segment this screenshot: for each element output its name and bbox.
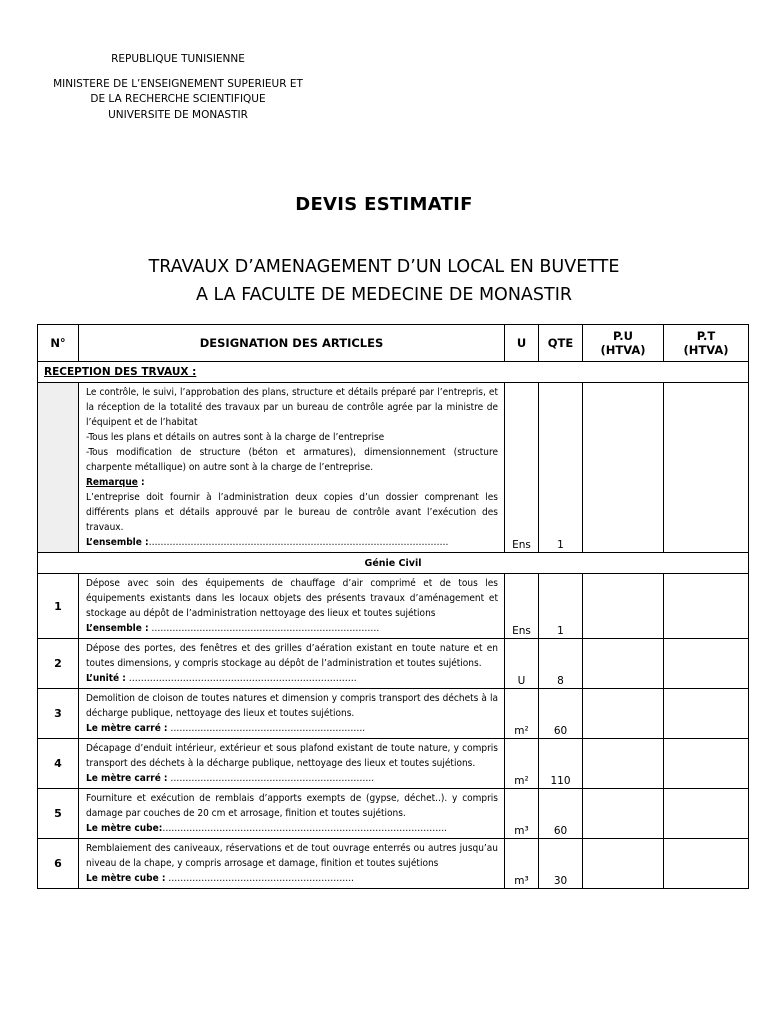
estimate-table bbox=[37, 324, 749, 889]
row-number: 4 bbox=[38, 739, 79, 789]
row-designation: Fourniture et exécution de remblais d’apports exempts de (gypse, déchet..). y compris damage par couches de 20 cm et arrosage, finition et toutes sujétions. Le mètre cube:………………………………………………………………………………….. bbox=[79, 789, 505, 839]
row-total-price bbox=[664, 839, 749, 889]
row-unit: Ens bbox=[505, 383, 539, 553]
row-number-cell bbox=[38, 383, 79, 553]
row-quantity: 8 bbox=[539, 639, 583, 689]
header-total-price: P.T (HTVA) bbox=[664, 325, 749, 362]
row-quantity: 1 bbox=[539, 574, 583, 639]
row-unit: U bbox=[505, 639, 539, 689]
section-reception-label: RECEPTION DES TRVAUX : bbox=[44, 366, 197, 378]
row-unit-price bbox=[583, 789, 664, 839]
header-unit-price: P.U (HTVA) bbox=[583, 325, 664, 362]
ministry-line-2: DE LA RECHERCHE SCIENTIFIQUE bbox=[90, 93, 266, 105]
row-number: 5 bbox=[38, 789, 79, 839]
row-unit-price bbox=[583, 689, 664, 739]
row-quantity: 30 bbox=[539, 839, 583, 889]
header-number: N° bbox=[38, 325, 79, 362]
row-total-price bbox=[664, 789, 749, 839]
row-unit-price bbox=[583, 739, 664, 789]
header-quantity: QTE bbox=[539, 325, 583, 362]
remark-label: Remarque bbox=[86, 477, 138, 488]
document-subtitle bbox=[0, 253, 768, 309]
row-unit: Ens bbox=[505, 574, 539, 639]
row-designation: Remblaiement des caniveaux, réservations et de tout ouvrage enterrés ou autres jusqu’au niveau de la chape, y compris arrosage et damage, finition et toutes sujétions Le mètre cube : …………………………………………………….. bbox=[79, 839, 505, 889]
row-unit-price bbox=[583, 839, 664, 889]
institution-header bbox=[20, 52, 336, 123]
row-unit-price bbox=[583, 639, 664, 689]
table-row bbox=[38, 689, 749, 739]
row-unit: m³ bbox=[505, 839, 539, 889]
row-total-price bbox=[664, 383, 749, 553]
table-row bbox=[38, 383, 749, 553]
row-number: 1 bbox=[38, 574, 79, 639]
row-total-price bbox=[664, 574, 749, 639]
header-designation: DESIGNATION DES ARTICLES bbox=[79, 325, 505, 362]
table-row bbox=[38, 639, 749, 689]
section-reception bbox=[38, 362, 749, 383]
row-number: 6 bbox=[38, 839, 79, 889]
row-number: 3 bbox=[38, 689, 79, 739]
row-quantity: 110 bbox=[539, 739, 583, 789]
row-unit-price bbox=[583, 574, 664, 639]
section-genie-civil bbox=[38, 553, 749, 574]
row-designation: Dépose des portes, des fenêtres et des grilles d’aération existant en toute nature et en toutes dimensions, y compris stockage au dépôt de l’administration et toutes sujétions. L’unité : …………………………………………………………………. bbox=[79, 639, 505, 689]
row-unit-price bbox=[583, 383, 664, 553]
row-unit: m³ bbox=[505, 789, 539, 839]
republic-label: REPUBLIQUE TUNISIENNE bbox=[111, 53, 245, 65]
row-total-price bbox=[664, 639, 749, 689]
row-designation: Demolition de cloison de toutes natures et dimension y compris transport des déchets à la décharge publique, nettoyage des lieux et toutes sujétions. Le mètre carré : ……………………………………………………….. bbox=[79, 689, 505, 739]
row-number: 2 bbox=[38, 639, 79, 689]
row-unit: m² bbox=[505, 689, 539, 739]
section-genie-civil-label: Génie Civil bbox=[38, 553, 749, 574]
table-row bbox=[38, 574, 749, 639]
row-designation: Dépose avec soin des équipements de chauffage d’air comprimé et de tous les équipements existants dans les locaux objets des présents travaux d’aménagement et stockage au dépôt de l’administration nettoyage des lieux et toutes sujétions L’ensemble : …………………………………………………………………. bbox=[79, 574, 505, 639]
table-row bbox=[38, 839, 749, 889]
ministry-line-1: MINISTERE DE L’ENSEIGNEMENT SUPERIEUR ET bbox=[53, 77, 303, 90]
university-label: UNIVERSITE DE MONASTIR bbox=[108, 108, 248, 121]
table-row bbox=[38, 789, 749, 839]
row-designation: Décapage d’enduit intérieur, extérieur et sous plafond existant de toute nature, y compris transport des déchets à la décharge publique, nettoyage des lieux et toutes sujétions. Le mètre carré : ………………………………………………………….. bbox=[79, 739, 505, 789]
row-quantity: 1 bbox=[539, 383, 583, 553]
document-title: DEVIS ESTIMATIF bbox=[295, 194, 473, 215]
row-total-price bbox=[664, 689, 749, 739]
row-total-price bbox=[664, 739, 749, 789]
row-unit: m² bbox=[505, 739, 539, 789]
subtitle-line-2: A LA FACULTE DE MEDECINE DE MONASTIR bbox=[195, 285, 573, 305]
row-quantity: 60 bbox=[539, 689, 583, 739]
header-unit: U bbox=[505, 325, 539, 362]
row-designation: Le contrôle, le suivi, l’approbation des plans, structure et détails préparé par l’entrepris, et la réception de la totalité des travaux par un bureau de contrôle agrée par la ministre de l’équipent et de l’habitat -Tous les plans et détails on autres sont à la charge de l’entreprise -Tous modification de structure (béton et armatures), dimensionnement (structure charpente métallique) on autre sont à la charge de l’entreprise. Remarque : L’entreprise doit fournir à l’administration deux copies d’un dossier comprenant les différents plans et détails approuvé par le bureau de contrôle avant l’exécution des travaux. L’ensemble :………………………………………………………………………………………. bbox=[79, 383, 505, 553]
table-header-row bbox=[38, 325, 749, 362]
table-row bbox=[38, 739, 749, 789]
row-quantity: 60 bbox=[539, 789, 583, 839]
subtitle-line-1: TRAVAUX D’AMENAGEMENT D’UN LOCAL EN BUVETTE bbox=[148, 257, 620, 277]
